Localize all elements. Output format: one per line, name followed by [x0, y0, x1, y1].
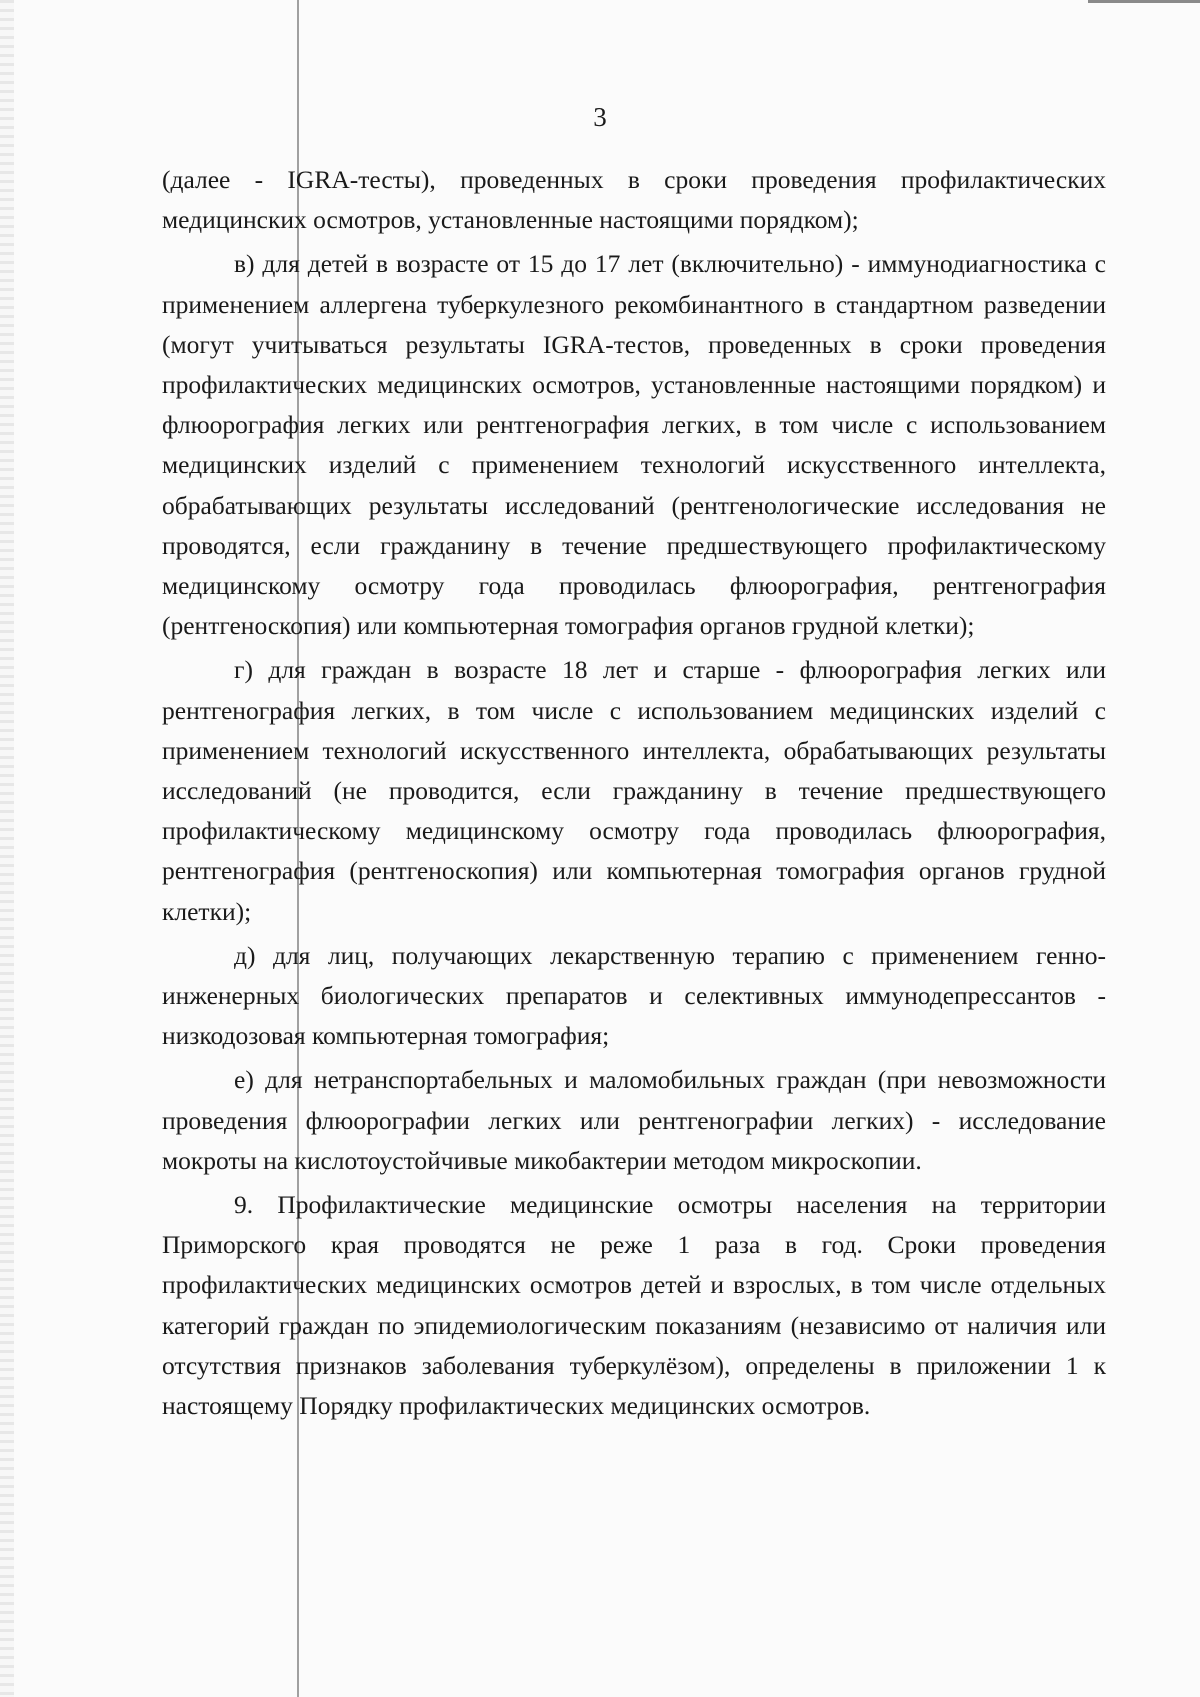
- paragraph-item-d: д) для лиц, получающих лекарственную терапию с применением генно-инженерных биологических препаратов и селективных иммунодепрессантов - низкодозовая компьютерная томография;: [162, 940, 1106, 1051]
- page-number: 3: [593, 102, 607, 132]
- paragraph-item-e: е) для нетранспортабельных и маломобильных граждан (при невозможности проведения флюорографии легких или рентгенографии легких) - исследование мокроты на кислотоустойчивые микобактерии методом микроскопии.: [162, 1065, 1106, 1175]
- scan-left-edge: [0, 0, 14, 1697]
- scan-top-rule: [1088, 0, 1200, 3]
- document-body: [162, 160, 1106, 1430]
- paragraph-item-g: г) для граждан в возрасте 18 лет и старше - флюорография легких или рентгенография легких, в том числе с использованием медицинских изделий с применением технологий искусственного интеллекта, обрабатывающих результаты исследований (не проводится, если гражданину в течение предшествующего профилактическому медицинскому осмотру года проводилась флюорография, рентгенография (рентгеноскопия) или компьютерная томография органов грудной клетки);: [162, 655, 1106, 926]
- paragraph-section-9: 9. Профилактические медицинские осмотры населения на территории Приморского края проводятся не реже 1 раза в год. Сроки проведения профилактических медицинских осмотров детей и взрослых, в том числе отдельных категорий граждан по эпидемиологическим показаниям (независимо от наличия или отсутствия признаков заболевания туберкулёзом), определены в приложении 1 к настоящему Порядку профилактических медицинских осмотров.: [162, 1190, 1106, 1421]
- paragraph-continuation: (далее - IGRA-тесты), проведенных в сроки проведения профилактических медицинских осмотров, установленные настоящими порядком);: [162, 165, 1106, 235]
- paragraph-item-v: в) для детей в возрасте от 15 до 17 лет (включительно) - иммунодиагностика с применением аллергена туберкулезного рекомбинантного в стандартном разведении (могут учитываться результаты IGRA-тестов, проведенных в сроки проведения профилактических медицинских осмотров, установленные настоящими порядком) и флюорография легких или рентгенография легких, в том числе с использованием медицинских изделий с применением технологий искусственного интеллекта, обрабатывающих результаты исследований (рентгенологические исследования не проводятся, если гражданину в течение предшествующего профилактическому медицинскому осмотру года проводилась флюорография, рентгенография (рентгеноскопия) или компьютерная томография органов грудной клетки);: [162, 249, 1106, 641]
